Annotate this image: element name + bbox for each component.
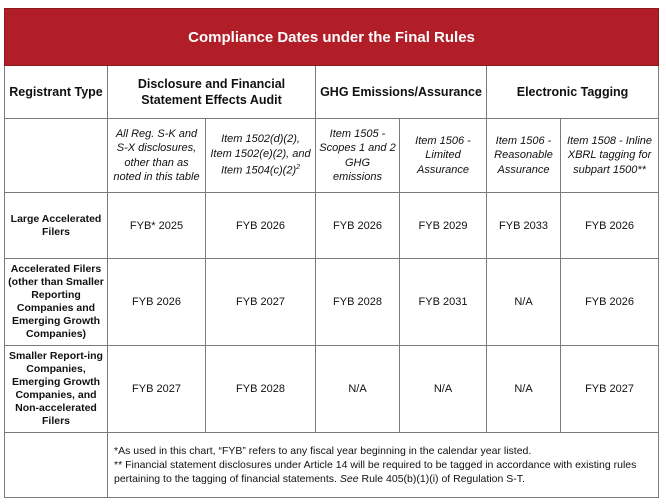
table-cell: FYB* 2025 (108, 193, 206, 259)
footnote-tagging-text: ** Financial statement disclosures under Article 14 will be required to be tagged in accordance with existing rules pertaining to the tagging of financial statements. (114, 459, 637, 485)
table-row (5, 259, 659, 346)
table-cell: FYB 2026 (561, 259, 659, 346)
header-tagging: Electronic Tagging (487, 66, 659, 119)
table-cell: FYB 2028 (316, 259, 400, 346)
footnote-superscript: 2 (296, 164, 301, 172)
subheader-text: Item 1502(d)(2), Item 1502(e)(2), and Item 1504(c)(2) (210, 133, 311, 178)
row-label: Accelerated Filers (other than Smaller Reporting Companies and Emerging Growth Companies) (5, 259, 108, 346)
compliance-dates-table (4, 8, 659, 498)
footnotes-blank (5, 433, 108, 498)
footnote-fyb: *As used in this chart, “FYB” refers to any fiscal year beginning in the calendar year listed. (114, 445, 532, 457)
footnote-see: See (339, 473, 359, 485)
row-label: Large Accelerated Filers (5, 193, 108, 259)
table-row (5, 346, 659, 433)
footnotes (108, 433, 659, 498)
table-cell: FYB 2033 (487, 193, 561, 259)
table-cell: FYB 2026 (108, 259, 206, 346)
subheader-cell: Item 1506 - Limited Assurance (400, 119, 487, 193)
table-cell: FYB 2027 (108, 346, 206, 433)
title-row (5, 9, 659, 66)
table-cell: FYB 2026 (561, 193, 659, 259)
header-ghg: GHG Emissions/Assurance (316, 66, 487, 119)
subheader-cell: Item 1506 - Reasonable Assurance (487, 119, 561, 193)
table-cell: FYB 2027 (206, 259, 316, 346)
footnote-rule-ref: Rule 405(b)(1)(i) of Regulation S-T. (358, 473, 525, 485)
subheader-cell (206, 119, 316, 193)
table-cell: FYB 2026 (316, 193, 400, 259)
table-cell: FYB 2026 (206, 193, 316, 259)
subheader-blank (5, 119, 108, 193)
table-cell: FYB 2028 (206, 346, 316, 433)
table-row (5, 193, 659, 259)
subheader-row (5, 119, 659, 193)
row-label: Smaller Report-ing Companies, Emerging Growth Companies, and Non-accelerated Filers (5, 346, 108, 433)
header-disclosure: Disclosure and Financial Statement Effects Audit (108, 66, 316, 119)
table-cell: FYB 2031 (400, 259, 487, 346)
subheader-cell: All Reg. S-K and S-X disclosures, other than as noted in this table (108, 119, 206, 193)
compliance-table-container (4, 8, 658, 501)
header-registrant-type: Registrant Type (5, 66, 108, 119)
table-title: Compliance Dates under the Final Rules (5, 9, 659, 66)
table-cell: N/A (400, 346, 487, 433)
table-cell: FYB 2029 (400, 193, 487, 259)
subheader-cell: Item 1508 - Inline XBRL tagging for subpart 1500** (561, 119, 659, 193)
table-cell: N/A (487, 346, 561, 433)
header-row (5, 66, 659, 119)
subheader-cell: Item 1505 - Scopes 1 and 2 GHG emissions (316, 119, 400, 193)
table-cell: FYB 2027 (561, 346, 659, 433)
table-cell: N/A (316, 346, 400, 433)
footnote-tagging (114, 458, 652, 486)
table-cell: N/A (487, 259, 561, 346)
footnotes-row (5, 433, 659, 498)
